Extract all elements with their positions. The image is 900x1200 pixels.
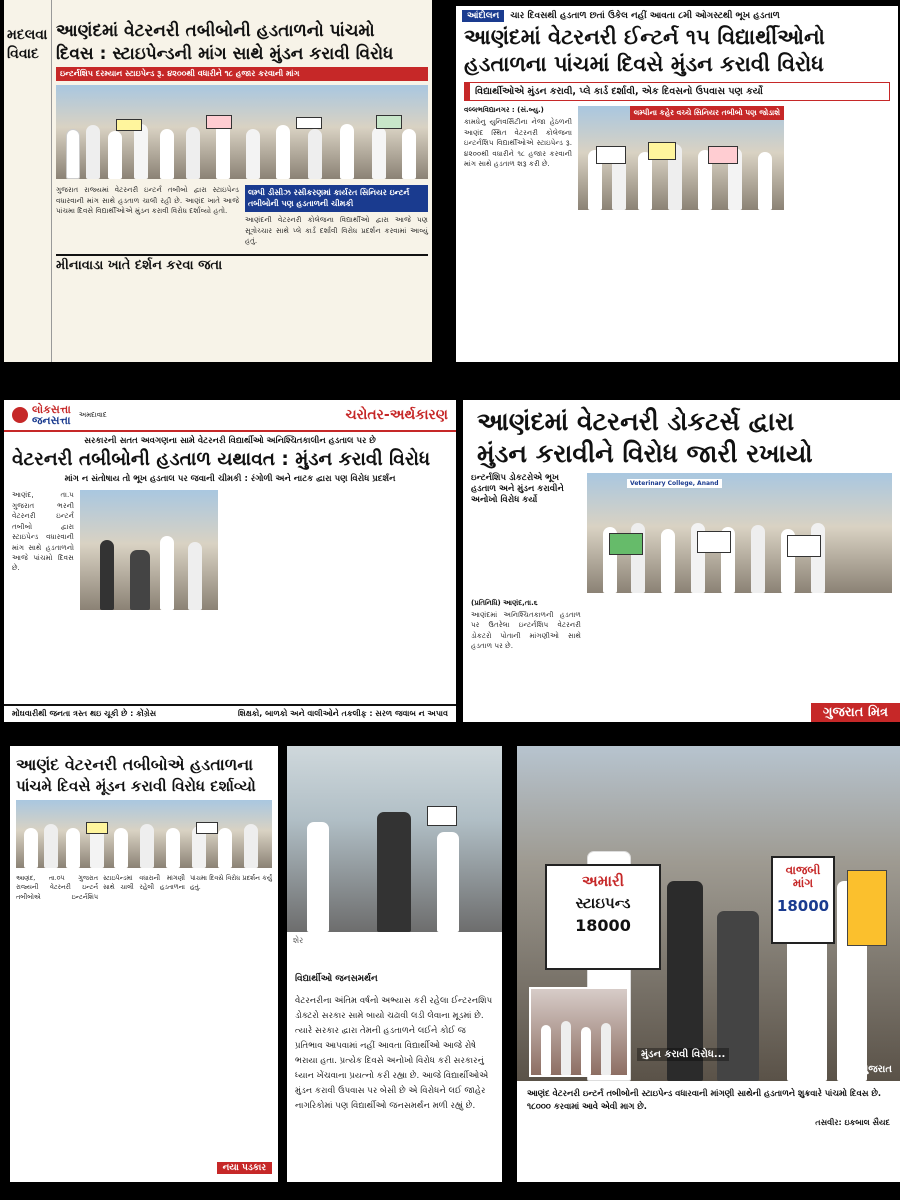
- clip3-body: આણંદ, તા.૫ ગુજરાત ભરની વેટરનરી ઇન્ટર્ન તબીબો દ્વારા સ્ટાઇપેન્ડ વધારવાની માંગ સાથે હડતાળનો આજે પાંચમો દિવસ છે.: [12, 490, 74, 573]
- clip4-headline-2: મુંડન કરાવીને વિરોધ જારી રખાયો: [477, 438, 813, 468]
- clip3-footer-right: શિક્ષકો, બાળકો અને વાલીઓને તકલીફ : સરળ જવાબ ન અપાવ: [237, 709, 448, 718]
- clip3-kicker: સરકારની સતત અવગણના સામે વેટરનરી વિદ્યાર્થીઓ અનિશ્ચિતકાલીન હડતાલ પર છે: [84, 436, 376, 446]
- clip7-placard-2-line2: 18000: [776, 897, 830, 916]
- clip3-city: અમદાવાદ: [78, 410, 107, 419]
- clip4-dateline: (પ્રતિનિધિ) આણંદ,તા.૬: [471, 599, 538, 607]
- location-pin-icon: [12, 407, 28, 423]
- clipping-3: [4, 400, 456, 722]
- clip7-placard-1-line3: 18000: [575, 915, 631, 935]
- clip1-left-word-2: વિવાદ: [7, 46, 39, 63]
- clip1-subhead: ઇન્ટર્નશિપ દરમ્યાન સ્ટાઇપેન્ડ રૂ. ૪૨૦૦થી વધારીને ૧૮ હજાર કરવાની માંગ: [56, 67, 428, 81]
- clip5-headline-2: પાંચમે દિવસે મૂંડન કરાવી વિરોધ દર્શાવ્યો: [16, 776, 256, 795]
- clip2-tag: આંદોલન: [462, 10, 504, 22]
- clip1-left-word-1: મદલવા: [7, 27, 48, 43]
- clip2-headline-1: આણંદમાં વેટરનરી ઈન્ટર્ન ૧૫ વિદ્યાર્થીઓનો: [464, 25, 825, 49]
- clip3-photo: [80, 490, 218, 610]
- clip4-masthead: ગુજરાત મિત્ર: [811, 703, 900, 722]
- clip7-body: આણંદ વેટરનરી ઇન્ટર્ન તબીબોની સ્ટાઇપેન્ડ વધારવાની માંગણી સાથેની હડતાળને શુક્રવારે પાંચમો દિવસ છે. ૧૮૦૦૦ કરવામાં આવે એવી માગ છે.: [527, 1088, 882, 1112]
- clip2-headline-2: હડતાળના પાંચમાં દિવસે મુંડન કરાવી વિરોધ: [464, 52, 824, 77]
- clip6-section: વિદ્યાર્થીઓ જનસમર્થન: [295, 974, 378, 984]
- clip5-photo: [16, 800, 272, 868]
- clip7-placard-2-line1: વાજબી માંગ: [785, 863, 821, 890]
- clip3-footer-left: મોંઘવારીથી જનતા ત્રસ્ત થઇ ચૂકી છે : કોંગ્રેસ: [12, 709, 157, 718]
- clip1-headline-2: દિવસ : સ્ટાઇપેન્ડની માંગ સાથે મુંડન કરાવી વિરોધ: [56, 43, 394, 64]
- clip4-headline-1: આણંદમાં વેટરનરી ડોકટર્સ દ્વારા: [477, 407, 795, 436]
- clip3-subhead: માંગ ન સંતોષાય તો ભૂખ હડતાલ પર જવાની ચીમકી : રંગોળી અને નાટક દ્વારા પણ વિરોધ પ્રદર્શન: [64, 474, 396, 485]
- clip3-logo: [12, 404, 107, 426]
- clip1-footer-headline: મીનાવાડા ખાતે દર્શન કરવા જતા: [56, 254, 428, 273]
- clip1-body-left: ગુજરાત રાજ્યમાં વેટરનરી ઇન્ટર્ન તબીબો દ્વારા સ્ટાઇપેન્ડ વધારવાની માંગ સાથે હડતાળ ચાલી રહી છે. આણંદ ખાતે આજે પાંચમા દિવસે વિદ્યાર્થીઓએ મુંડન કરાવી વિરોધ દર્શાવ્યો હતો.: [56, 185, 239, 216]
- clip2-dateline: વલ્લભવિદ્યાનગર : (સં.બ્યુ.): [464, 106, 544, 115]
- clip1-left-column: [4, 0, 52, 362]
- clip5-footer: નયા પડકાર: [217, 1162, 272, 1174]
- clipping-2: [456, 6, 898, 362]
- clip1-body-right: આણંદની વેટરનરી કોલેજના વિદ્યાર્થીઓ દ્વારા આજે પણ સૂત્રોચ્ચાર સાથે પ્લે કાર્ડ દર્શાવી વિરોધ પ્રદર્શન કરવામાં આવ્યું હતું.: [245, 215, 428, 246]
- clip4-side-note: ઇન્ટર્નશિપ ડોકટરોએ ભૂખ હડતાળ અને મુંડન કરાવીને અનોખો વિરોધ કર્યો: [471, 473, 564, 506]
- clip4-banner: Veterinary College, Anand: [627, 479, 722, 488]
- clipping-4: [463, 400, 900, 722]
- clip5-body: આણંદ, તા.૦૫ ગુજરાત રાજ્યની વેટરનરી ઇન્ટર્ન તબીબોએ ઇન્ટર્નશિપ સ્ટાઇપેન્ડમાં વધારાની માંગણી સાથે ચાલી રહેલી હડતાળના પાંચમા દિવસે વિરોધ પ્રદર્શન કર્યું હતું.: [16, 874, 272, 901]
- clip4-photo: [587, 473, 892, 593]
- clip7-placard-1: [545, 864, 661, 970]
- clip4-body: આણંદમાં અનિશ્ચિતકાળની હડતાળ પર ઉતરેલા ઇન્ટર્નશિપ વેટરનરી ડોકટરો પોતાની માંગણીઓ સાથે હડતાળ પર છે.: [471, 610, 581, 651]
- clip3-section: ચરોતર-અર્થકારણ: [345, 407, 448, 423]
- clipping-5: [10, 746, 278, 1182]
- clip3-logo-bottom: જનસત્તા: [32, 414, 71, 427]
- clip7-photo: [517, 746, 900, 1081]
- clip6-body: વેટરનરીના અંતિમ વર્ષનો અભ્યાસ કરી રહેલા ઈન્ટરનશિપ ડોક્ટરો સરકાર સામે બાયો ચઢાવી લડી લેવાના મૂડમાં છે. ત્યારે સરકાર દ્વારા તેમની હડતાળને લઈને કોઈ જ પ્રતિભાવ આપવામાં નહીં આવતા વિદ્યાર્થીઓ આજે રોષે ભરાયા હતા. પ્રત્યેક દિવસે અનોખો વિરોધ કરી સરકારનું ધ્યાન ખેંચવાના પ્રયત્નો કરી રહ્યા છે. આજે વિદ્યાર્થીઓએ મુંડન કરાવી ઉપવાસ પર બેસી છે એ વિરોધને લઈ જાહેર નાગરિકોમાં પણ વિદ્યાર્થીઓ જનસમર્થન મળી રહ્યું છે.: [295, 996, 493, 1112]
- clip2-body: કામધેનુ યુનિવર્સિટીના નેજા હેઠળની આણંદ સ્થિત વેટરનરી કોલેજના ઇન્ટર્નશિપ વિદ્યાર્થીઓએ સ્ટાઇપેન્ડ રૂ. ૪૨૦૦થી વધારીને ૧૮ હજાર કરવાની માંગ સાથે હડતાળ શરૂ કરી છે.: [464, 117, 572, 168]
- clip7-inset-photo: [529, 987, 629, 1077]
- clip3-headline: વેટરનરી તબીબોની હડતાળ યથાવત : મુંડન કરાવી વિરોધ: [12, 449, 431, 470]
- clip2-photo: [578, 106, 784, 210]
- clipping-6: [287, 746, 502, 1182]
- clip1-headline-1: આણંદમાં વેટરનરી તબીબોની હડતાળનો પાંચમો: [56, 21, 375, 41]
- clip3-logo-top: લોકસત્તા: [32, 403, 71, 416]
- clip7-logo: નવગુજરાત: [847, 1064, 892, 1075]
- clip7-placard-1-line2: સ્ટાઇપન્ડ: [575, 893, 631, 912]
- clipping-1: [4, 0, 432, 362]
- clip7-placard-2: [771, 856, 835, 944]
- clipping-7: [517, 746, 900, 1182]
- clip7-photo-credit: તસવીર: ઇકબાલ સૈયદ: [815, 1117, 890, 1127]
- clip2-photo-caption: લમ્પીના કહેર વચ્ચે સિનિયર તબીબો પણ જોડાશે: [630, 106, 784, 120]
- clip1-photo: [56, 85, 428, 179]
- clip1-box-title: લમ્પી ડીસીઝ રસીકરણમાં કાર્યરત સિનિયર ઇન્ટર્ન તબીબોની પણ હડતાળની ચીમકી: [245, 185, 428, 212]
- clip6-caption-mark: શેર: [293, 936, 304, 945]
- clip7-inset-caption: મુંડન કરાવી વિરોધ...: [637, 1048, 729, 1061]
- clip2-subhead: વિદ્યાર્થીઓએ મુંડન કરાવી, પ્લે કાર્ડ દર્શાવી, એક દિવસનો ઉપવાસ પણ કર્યો: [464, 82, 890, 101]
- clip6-photo: [287, 746, 502, 932]
- clip2-kicker: ચાર દિવસથી હડતાળ છતાં ઉકેલ નહીં આવતા ૮મી ઓગસ્ટથી ભૂખ હડતાળ: [510, 11, 780, 21]
- clip5-headline-1: આણંદ વેટરનરી તબીબોએ હડતાળના: [16, 755, 254, 774]
- clip7-placard-1-line1: અમારી: [581, 872, 625, 890]
